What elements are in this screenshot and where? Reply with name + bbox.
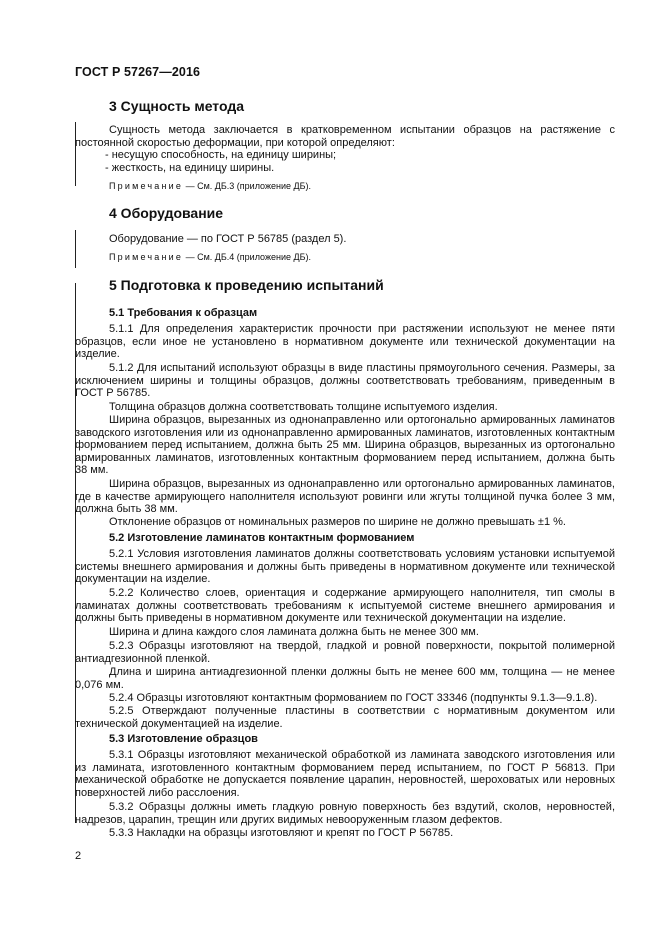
subsection-5-3-title: 5.3 Изготовление образцов [109, 733, 258, 745]
paragraph-5-1-2-thickness: Толщина образцов должна соответствовать толщине испытуемого изделия. [109, 401, 498, 413]
paragraph-5-1-2-width-25: Ширина образцов, вырезанных из однонаправленно или ортогонально армированных ламинатов заводского изготовления или из однонаправленно армированных ламинатов, изготовленных контактным формованием перед испытанием, должна быть 25 мм. Ширина образцов, вырезанных из ортогонально армированных ламинатов, изготовленных контактным формованием перед испытанием, должна быть 38 мм. [75, 414, 615, 477]
change-bar [75, 230, 76, 268]
paragraph-5-3-3: 5.3.3 Накладки на образцы изготовляют и крепят по ГОСТ Р 56785. [109, 827, 454, 839]
paragraph-5-1-1: 5.1.1 Для определения характеристик прочности при растяжении используют не менее пяти образцов, если иное не установлено в нормативном документе или технической документации на изделие. [75, 323, 615, 361]
document-code: ГОСТ Р 57267—2016 [75, 65, 201, 79]
paragraph-5-2-1: 5.2.1 Условия изготовления ламинатов должны соответствовать условиям установки испытуемой системы внешнего армирования и должны быть приведены в нормативном документе или технической документации на изделие. [75, 548, 615, 586]
note-label: Примечание [109, 181, 184, 191]
note-text: — См. ДБ.4 (приложение ДБ). [183, 252, 311, 262]
section-3-intro: Сущность метода заключается в кратковременном испытании образцов на растяжение с постоянной скоростью деформации, при которой определяют: [75, 124, 615, 149]
section-4-note [109, 252, 311, 262]
paragraph-5-3-1: 5.3.1 Образцы изготовляют механической обработкой из ламината заводского изготовления или из ламината, изготовленного контактным формованием перед испытанием, по ГОСТ Р 56813. При механической обработке не допускается появление царапин, неровностей, шероховатых или неровных поверхностей либо расслоения. [75, 749, 615, 799]
section-3-item-1: - несущую способность, на единицу ширины; [105, 149, 337, 161]
section-3-note [109, 181, 311, 191]
section-4-text: Оборудование — по ГОСТ Р 56785 (раздел 5). [109, 233, 347, 245]
subsection-5-2-title: 5.2 Изготовление ламинатов контактным формованием [109, 532, 415, 544]
note-text: — См. ДБ.3 (приложение ДБ). [183, 181, 311, 191]
section-5-title: 5 Подготовка к проведению испытаний [109, 277, 384, 293]
section-4-title: 4 Оборудование [109, 205, 224, 221]
paragraph-5-2-2-size: Ширина и длина каждого слоя ламината должна быть не менее 300 мм. [109, 626, 479, 638]
section-3-title: 3 Сущность метода [109, 98, 245, 114]
paragraph-5-2-2: 5.2.2 Количество слоев, ориентация и содержание армирующего наполнителя, тип смолы в ламинатах должны соответствовать требованиям к испытуемой системе внешнего армирования и должны быть приведены в нормативном документе или технической документации на изделие. [75, 587, 615, 625]
page-number: 2 [75, 850, 82, 862]
paragraph-5-2-4: 5.2.4 Образцы изготовляют контактным формованием по ГОСТ 33346 (подпункты 9.1.3—9.1.8). [109, 692, 598, 704]
paragraph-5-1-2-tolerance: Отклонение образцов от номинальных размеров по ширине не должно превышать ±1 %. [109, 516, 566, 528]
paragraph-5-1-2: 5.1.2 Для испытаний используют образцы в виде пластины прямоугольного сечения. Размеры, за исключением ширины и толщины образцов, должны соответствовать требованиям, приведенным в ГОСТ Р 56785. [75, 362, 615, 400]
paragraph-5-2-5: 5.2.5 Отверждают полученные пластины в соответствии с нормативным документом или технической документацией на изделие. [75, 705, 615, 730]
paragraph-5-3-2: 5.3.2 Образцы должны иметь гладкую ровную поверхность без вздутий, сколов, неровностей, надрезов, царапин, трещин или других видимых невооруженным глазом дефектов. [75, 801, 615, 826]
paragraph-5-2-3-film: Длина и ширина антиадгезионной пленки должны быть не менее 600 мм, толщина — не менее 0,076 мм. [75, 666, 615, 691]
paragraph-5-1-2-width-38: Ширина образцов, вырезанных из однонаправленно или ортогонально армированных ламинатов, где в качестве армирующего наполнителя используют ровинги или жгуты толщиной пучка более 3 мм, должна быть 38 мм. [75, 478, 615, 516]
note-label: Примечание [109, 252, 184, 262]
paragraph-5-2-3: 5.2.3 Образцы изготовляют на твердой, гладкой и ровной поверхности, покрытой полимерной антиадгезионной пленкой. [75, 640, 615, 665]
section-3-item-2: - жесткость, на единицу ширины. [105, 162, 275, 174]
subsection-5-1-title: 5.1 Требования к образцам [109, 307, 258, 319]
